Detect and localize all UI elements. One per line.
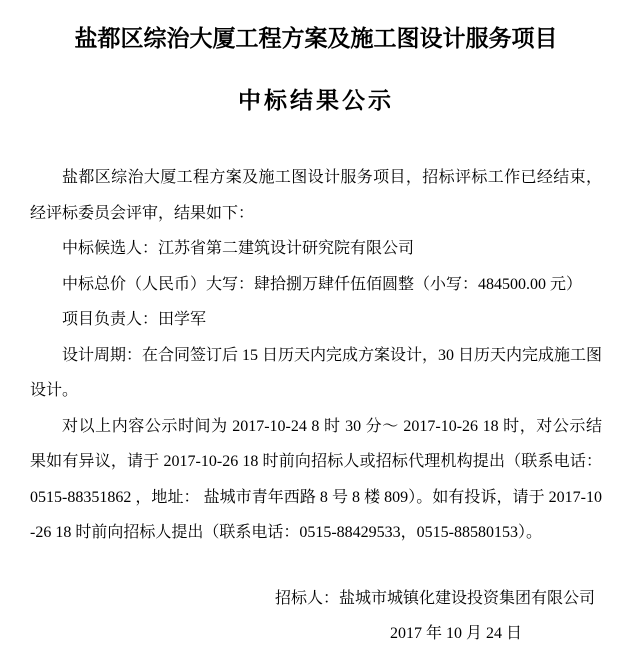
project-manager-line: 项目负责人：田学军 xyxy=(62,311,207,328)
bidder-signature: 招标人：盐城市城镇化建设投资集团有限公司 xyxy=(274,589,595,607)
design-period-line: 设计周期：在合同签订后 15 日历天内完成方案设计，30 日历天内完成施工图设计。 xyxy=(30,346,603,399)
document-subtitle: 中标结果公示 xyxy=(238,88,394,113)
document-footer xyxy=(30,581,602,649)
winning-candidate-line: 中标候选人：江苏省第二建筑设计研究院有限公司 xyxy=(62,240,415,257)
intro-paragraph: 盐都区综治大厦工程方案及施工图设计服务项目，招标评标工作已经结束，经评标委员会评审，结果如下： xyxy=(30,169,602,222)
document-title: 盐都区综治大厦工程方案及施工图设计服务项目 xyxy=(74,26,558,51)
publicity-notice-paragraph: 对以上内容公示时间为 2017-10-24 8 时 30 分～ 2017-10-26 18 时，对公示结果如有异议，请于 2017-10-26 18 时前向招标人或招标代理机构提出（联系电话：0515-88351862 ，地址： 盐城市青年西路 8 号 8 楼 809）。如有投诉，请于 2017-10-26 18 时前向招标人提出（联系电话：0515-88429533，0515-88580153）。 xyxy=(30,417,602,541)
document-body xyxy=(30,160,602,551)
bid-price-line: 中标总价（人民币）大写：肆拾捌万肆仟伍佰圆整（小写：484500.00 元） xyxy=(62,275,583,293)
announcement-date: 2017 年 10 月 24 日 xyxy=(389,625,522,642)
